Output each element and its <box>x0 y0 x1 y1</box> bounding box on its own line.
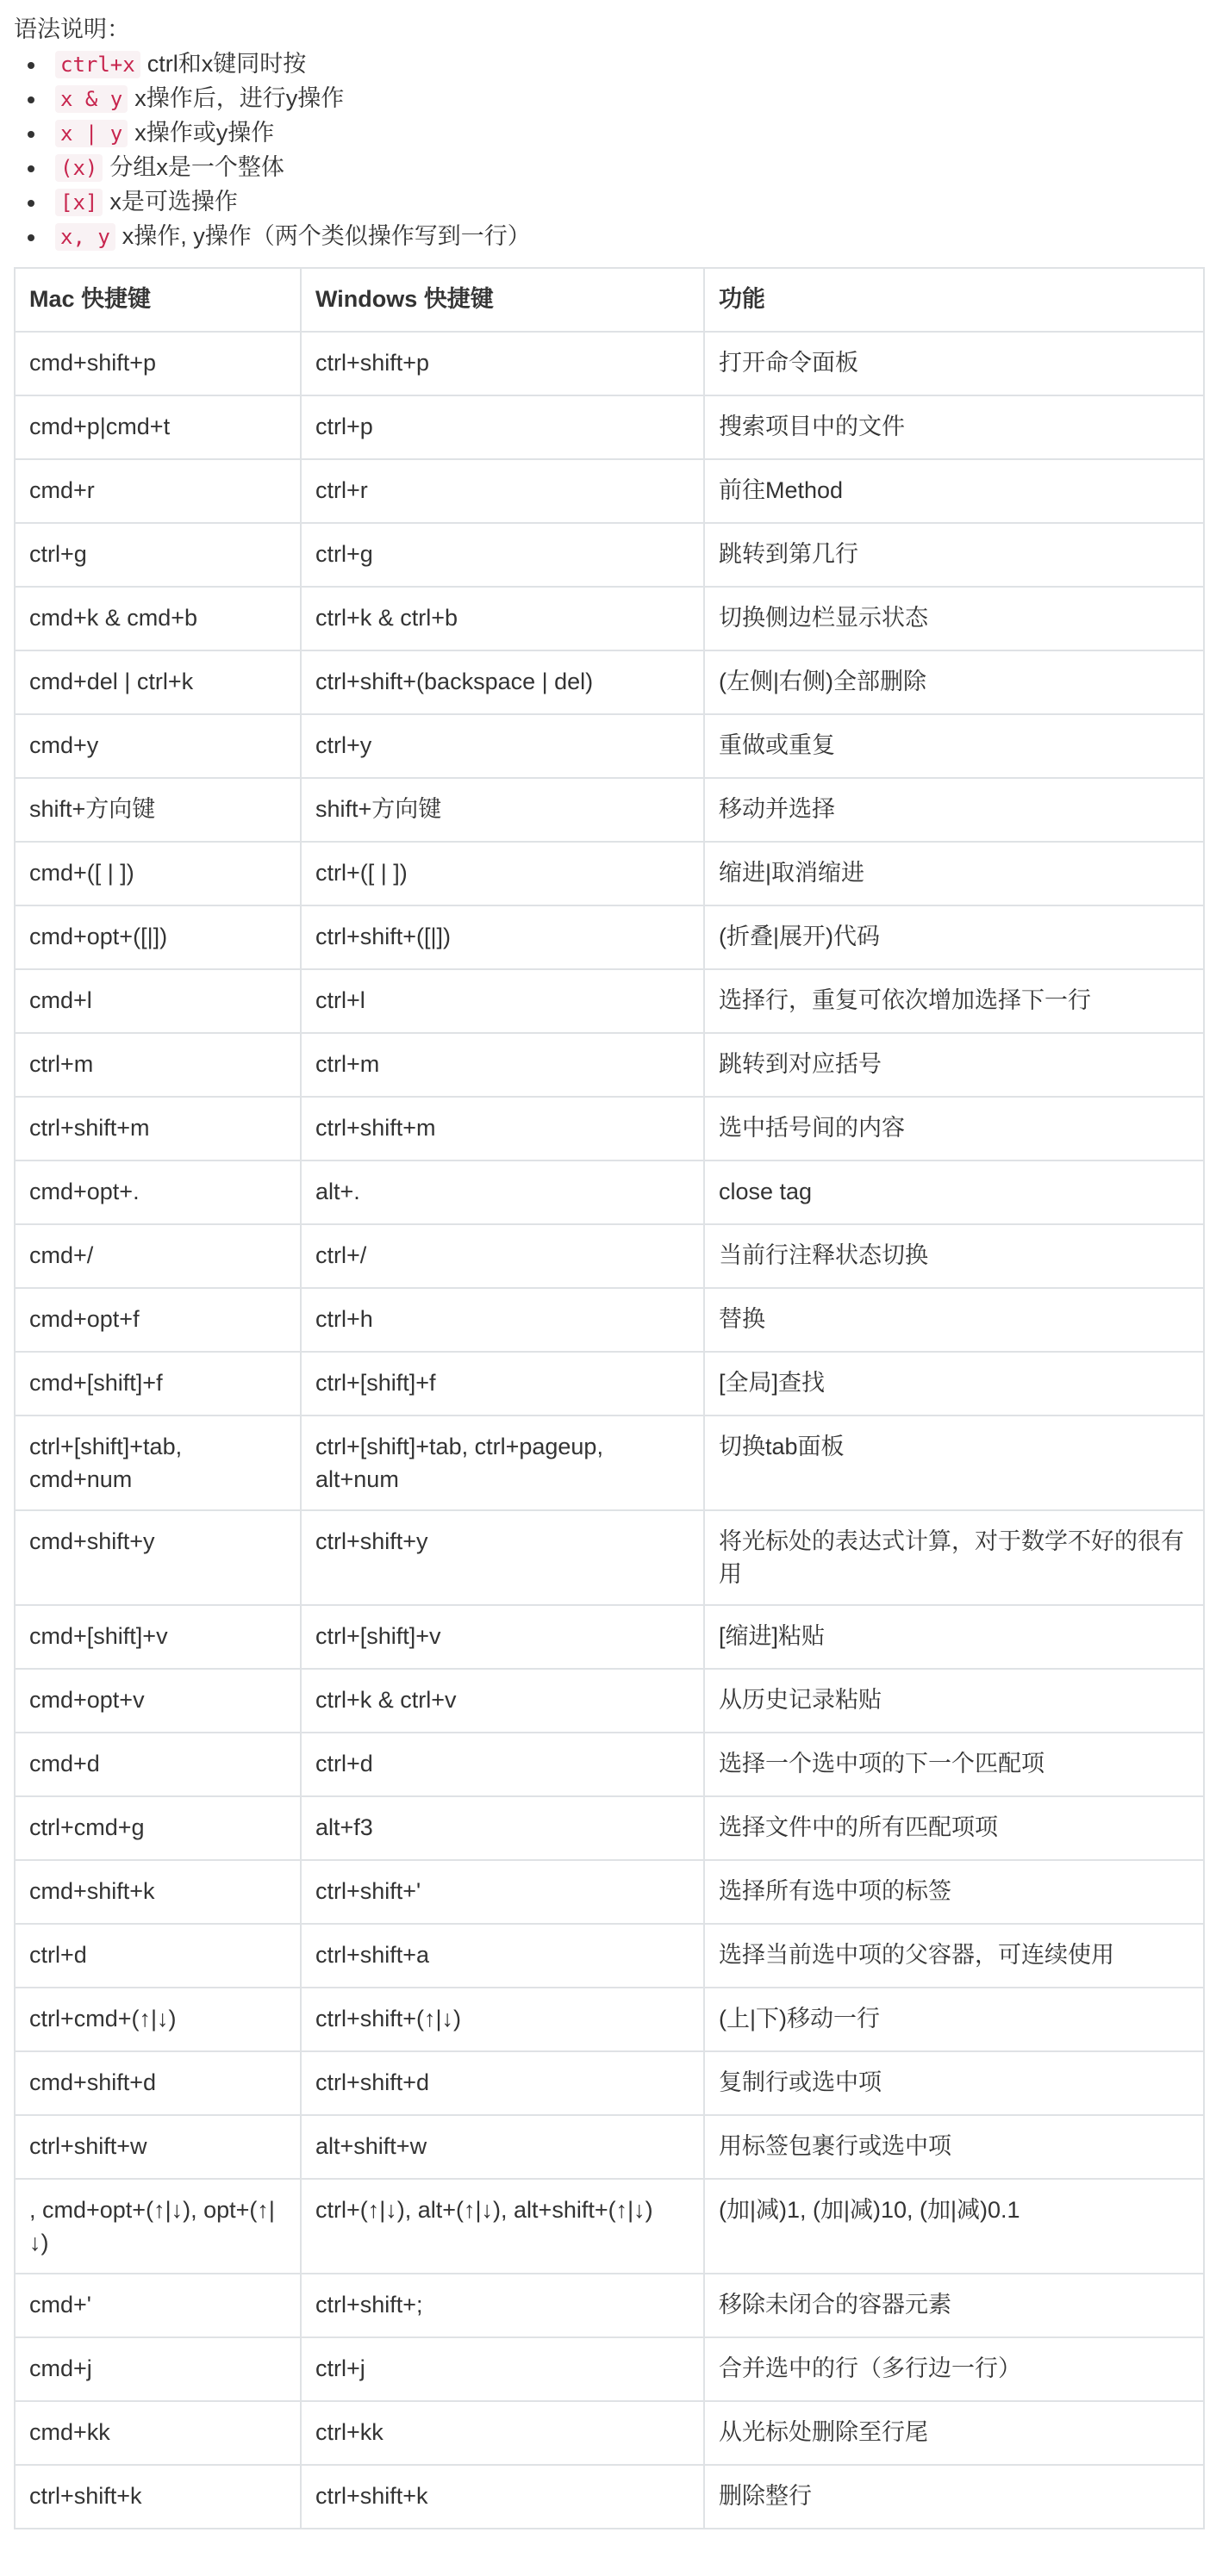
mac-shortcut-cell: cmd+del | ctrl+k <box>15 650 301 714</box>
function-cell: 替换 <box>704 1288 1204 1352</box>
function-cell: close tag <box>704 1160 1204 1224</box>
function-cell: 重做或重复 <box>704 714 1204 778</box>
mac-shortcut-cell: cmd+d <box>15 1733 301 1796</box>
function-cell: [全局]查找 <box>704 1352 1204 1416</box>
syntax-item <box>55 222 1202 257</box>
windows-shortcut-cell: ctrl+shift+(↑|↓) <box>301 1988 704 2051</box>
table-row <box>15 2179 1204 2274</box>
table-row <box>15 1288 1204 1352</box>
function-cell: (折叠|展开)代码 <box>704 905 1204 969</box>
mac-shortcut-cell: cmd+shift+d <box>15 2051 301 2115</box>
function-cell: 选择当前选中项的父容器，可连续使用 <box>704 1924 1204 1988</box>
function-cell: (加|减)1, (加|减)10, (加|减)0.1 <box>704 2179 1204 2274</box>
windows-shortcut-cell: ctrl+m <box>301 1033 704 1097</box>
windows-shortcut-cell: ctrl+d <box>301 1733 704 1796</box>
syntax-desc: x操作或y操作 <box>134 120 275 146</box>
syntax-item <box>55 50 1202 84</box>
mac-shortcut-cell: cmd+k & cmd+b <box>15 587 301 650</box>
windows-shortcut-cell: alt+. <box>301 1160 704 1224</box>
function-cell: 打开命令面板 <box>704 332 1204 395</box>
shortcut-table <box>14 267 1205 2529</box>
mac-shortcut-cell: ctrl+shift+w <box>15 2115 301 2179</box>
windows-shortcut-cell: alt+shift+w <box>301 2115 704 2179</box>
mac-shortcut-cell: ctrl+g <box>15 523 301 587</box>
table-row <box>15 395 1204 459</box>
function-cell: 从历史记录粘贴 <box>704 1669 1204 1733</box>
function-cell: 选择文件中的所有匹配项项 <box>704 1796 1204 1860</box>
mac-shortcut-cell: cmd+r <box>15 459 301 523</box>
function-cell: 当前行注释状态切换 <box>704 1224 1204 1288</box>
table-row <box>15 2274 1204 2337</box>
mac-shortcut-cell: ctrl+m <box>15 1033 301 1097</box>
table-row <box>15 1416 1204 1510</box>
syntax-list <box>14 50 1202 257</box>
windows-shortcut-cell: ctrl+shift+a <box>301 1924 704 1988</box>
table-row <box>15 1352 1204 1416</box>
windows-shortcut-cell: ctrl+p <box>301 395 704 459</box>
function-cell: 前往Method <box>704 459 1204 523</box>
function-cell: 缩进|取消缩进 <box>704 842 1204 905</box>
function-cell: 移除未闭合的容器元素 <box>704 2274 1204 2337</box>
mac-shortcut-cell: cmd+shift+y <box>15 1510 301 1605</box>
table-row <box>15 778 1204 842</box>
windows-shortcut-cell: ctrl+shift+p <box>301 332 704 395</box>
function-cell: 复制行或选中项 <box>704 2051 1204 2115</box>
table-row <box>15 1796 1204 1860</box>
table-row <box>15 2465 1204 2529</box>
windows-shortcut-cell: ctrl+shift+k <box>301 2465 704 2529</box>
syntax-code: x | y <box>55 120 128 147</box>
windows-shortcut-cell: ctrl+[shift]+tab, ctrl+pageup, alt+num <box>301 1416 704 1510</box>
header-mac: Mac 快捷键 <box>15 268 301 332</box>
mac-shortcut-cell: , cmd+opt+(↑|↓), opt+(↑|↓) <box>15 2179 301 2274</box>
syntax-code: [x] <box>55 189 103 216</box>
mac-shortcut-cell: cmd+([ | ]) <box>15 842 301 905</box>
windows-shortcut-cell: ctrl+([ | ]) <box>301 842 704 905</box>
table-row <box>15 2337 1204 2401</box>
header-function: 功能 <box>704 268 1204 332</box>
table-row <box>15 1733 1204 1796</box>
table-row <box>15 2115 1204 2179</box>
windows-shortcut-cell: ctrl+g <box>301 523 704 587</box>
mac-shortcut-cell: cmd+j <box>15 2337 301 2401</box>
windows-shortcut-cell: ctrl+y <box>301 714 704 778</box>
table-row <box>15 2401 1204 2465</box>
mac-shortcut-cell: cmd+opt+v <box>15 1669 301 1733</box>
function-cell: 切换tab面板 <box>704 1416 1204 1510</box>
table-row <box>15 1988 1204 2051</box>
windows-shortcut-cell: ctrl+j <box>301 2337 704 2401</box>
table-row <box>15 1605 1204 1669</box>
table-row <box>15 842 1204 905</box>
windows-shortcut-cell: ctrl+[shift]+v <box>301 1605 704 1669</box>
mac-shortcut-cell: cmd+[shift]+f <box>15 1352 301 1416</box>
function-cell: 搜索项目中的文件 <box>704 395 1204 459</box>
mac-shortcut-cell: cmd+opt+f <box>15 1288 301 1352</box>
header-windows: Windows 快捷键 <box>301 268 704 332</box>
windows-shortcut-cell: ctrl+/ <box>301 1224 704 1288</box>
syntax-code: ctrl+x <box>55 51 140 78</box>
function-cell: 选中括号间的内容 <box>704 1097 1204 1160</box>
mac-shortcut-cell: ctrl+shift+m <box>15 1097 301 1160</box>
syntax-code: x & y <box>55 85 128 113</box>
function-cell: 用标签包裹行或选中项 <box>704 2115 1204 2179</box>
table-row <box>15 1097 1204 1160</box>
windows-shortcut-cell: ctrl+shift+; <box>301 2274 704 2337</box>
function-cell: 从光标处删除至行尾 <box>704 2401 1204 2465</box>
windows-shortcut-cell: ctrl+shift+m <box>301 1097 704 1160</box>
syntax-code: (x) <box>55 154 103 182</box>
windows-shortcut-cell: ctrl+shift+([|]) <box>301 905 704 969</box>
function-cell: (上|下)移动一行 <box>704 1988 1204 2051</box>
table-row <box>15 1224 1204 1288</box>
function-cell: 将光标处的表达式计算，对于数学不好的很有用 <box>704 1510 1204 1605</box>
table-row <box>15 1924 1204 1988</box>
windows-shortcut-cell: ctrl+k & ctrl+v <box>301 1669 704 1733</box>
syntax-desc: x是可选操作 <box>109 189 238 215</box>
function-cell: 跳转到第几行 <box>704 523 1204 587</box>
windows-shortcut-cell: ctrl+shift+d <box>301 2051 704 2115</box>
syntax-item <box>55 119 1202 153</box>
function-cell: 删除整行 <box>704 2465 1204 2529</box>
syntax-desc: x操作后，进行y操作 <box>134 85 345 111</box>
windows-shortcut-cell: ctrl+shift+(backspace | del) <box>301 650 704 714</box>
mac-shortcut-cell: cmd+/ <box>15 1224 301 1288</box>
table-row <box>15 714 1204 778</box>
windows-shortcut-cell: ctrl+(↑|↓), alt+(↑|↓), alt+shift+(↑|↓) <box>301 2179 704 2274</box>
table-row <box>15 1160 1204 1224</box>
function-cell: 切换侧边栏显示状态 <box>704 587 1204 650</box>
syntax-code: x, y <box>55 223 115 251</box>
function-cell: [缩进]粘贴 <box>704 1605 1204 1669</box>
windows-shortcut-cell: ctrl+h <box>301 1288 704 1352</box>
mac-shortcut-cell: cmd+shift+k <box>15 1860 301 1924</box>
windows-shortcut-cell: ctrl+r <box>301 459 704 523</box>
mac-shortcut-cell: ctrl+shift+k <box>15 2465 301 2529</box>
windows-shortcut-cell: ctrl+shift+' <box>301 1860 704 1924</box>
table-row <box>15 2051 1204 2115</box>
table-row <box>15 1860 1204 1924</box>
windows-shortcut-cell: ctrl+l <box>301 969 704 1033</box>
table-row <box>15 1033 1204 1097</box>
mac-shortcut-cell: shift+方向键 <box>15 778 301 842</box>
mac-shortcut-cell: cmd+l <box>15 969 301 1033</box>
mac-shortcut-cell: cmd+shift+p <box>15 332 301 395</box>
mac-shortcut-cell: cmd+' <box>15 2274 301 2337</box>
windows-shortcut-cell: shift+方向键 <box>301 778 704 842</box>
syntax-item <box>55 188 1202 222</box>
table-row <box>15 650 1204 714</box>
mac-shortcut-cell: cmd+y <box>15 714 301 778</box>
function-cell: (左侧|右侧)全部删除 <box>704 650 1204 714</box>
mac-shortcut-cell: cmd+opt+([|]) <box>15 905 301 969</box>
table-row <box>15 332 1204 395</box>
windows-shortcut-cell: ctrl+kk <box>301 2401 704 2465</box>
mac-shortcut-cell: ctrl+d <box>15 1924 301 1988</box>
mac-shortcut-cell: cmd+opt+. <box>15 1160 301 1224</box>
table-row <box>15 587 1204 650</box>
mac-shortcut-cell: ctrl+[shift]+tab, cmd+num <box>15 1416 301 1510</box>
syntax-desc: 分组x是一个整体 <box>109 154 284 180</box>
table-row <box>15 1669 1204 1733</box>
mac-shortcut-cell: ctrl+cmd+(↑|↓) <box>15 1988 301 2051</box>
syntax-item <box>55 84 1202 119</box>
windows-shortcut-cell: alt+f3 <box>301 1796 704 1860</box>
mac-shortcut-cell: cmd+[shift]+v <box>15 1605 301 1669</box>
syntax-desc: x操作, y操作（两个类似操作写到一行） <box>122 223 531 249</box>
mac-shortcut-cell: ctrl+cmd+g <box>15 1796 301 1860</box>
syntax-desc: ctrl和x键同时按 <box>147 51 307 77</box>
function-cell: 选择一个选中项的下一个匹配项 <box>704 1733 1204 1796</box>
function-cell: 选择所有选中项的标签 <box>704 1860 1204 1924</box>
windows-shortcut-cell: ctrl+[shift]+f <box>301 1352 704 1416</box>
function-cell: 跳转到对应括号 <box>704 1033 1204 1097</box>
function-cell: 合并选中的行（多行边一行） <box>704 2337 1204 2401</box>
windows-shortcut-cell: ctrl+k & ctrl+b <box>301 587 704 650</box>
mac-shortcut-cell: cmd+p|cmd+t <box>15 395 301 459</box>
table-row <box>15 969 1204 1033</box>
table-row <box>15 905 1204 969</box>
function-cell: 选择行，重复可依次增加选择下一行 <box>704 969 1204 1033</box>
table-row <box>15 523 1204 587</box>
table-body <box>15 332 1204 2529</box>
syntax-intro: 语法说明： <box>14 16 130 42</box>
syntax-item <box>55 153 1202 188</box>
table-row <box>15 459 1204 523</box>
mac-shortcut-cell: cmd+kk <box>15 2401 301 2465</box>
windows-shortcut-cell: ctrl+shift+y <box>301 1510 704 1605</box>
table-row <box>15 1510 1204 1605</box>
function-cell: 移动并选择 <box>704 778 1204 842</box>
table-header-row <box>15 268 1204 332</box>
